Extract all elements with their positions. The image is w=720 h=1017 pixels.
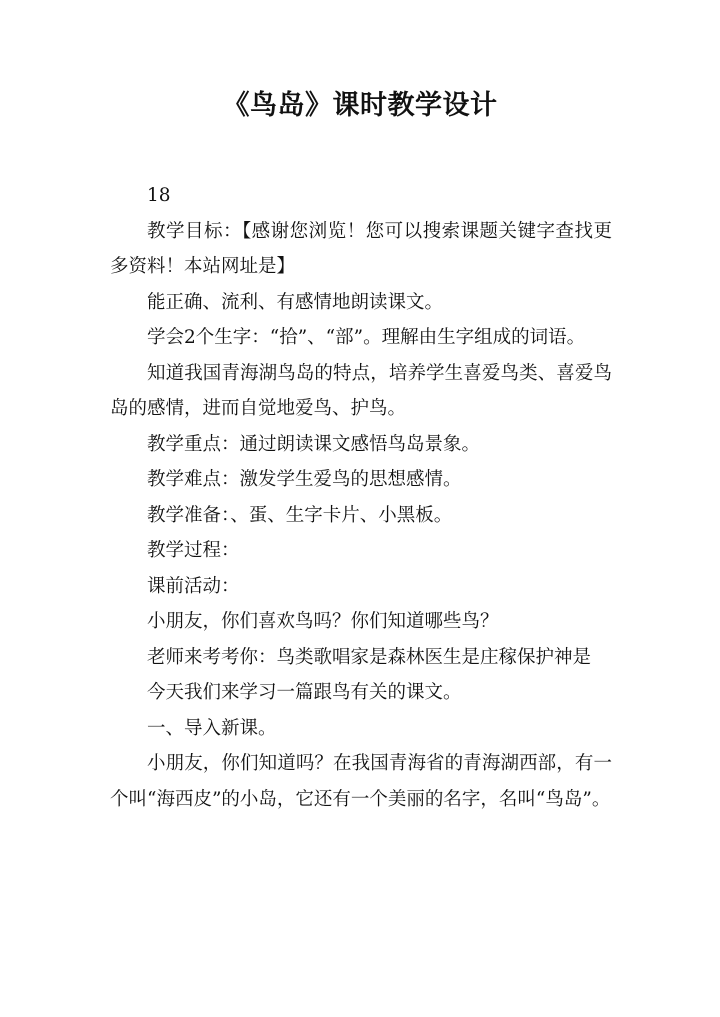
paragraph-teaching-goals: 教学目标：【感谢您浏览！您可以搜索课题关键字查找更多资料！本站网址是】: [110, 220, 612, 277]
paragraph-process-heading: 教学过程：: [147, 540, 240, 561]
paragraph-section-one: 一、导入新课。: [147, 717, 277, 739]
paragraph-teacher-quiz: 老师来考考你：鸟类歌唱家是森林医生是庄稼保护神是: [147, 646, 592, 668]
paragraph-preparation: 教学准备：、蛋、生字卡片、小黑板。: [147, 504, 453, 526]
paragraph-pre-class-heading: 课前活动：: [147, 575, 240, 597]
document-title: 《鸟岛》课时教学设计: [222, 90, 498, 121]
paragraph-lesson-number: 18: [147, 185, 171, 206]
paragraph-key-point: 教学重点：通过朗读课文感悟鸟岛景象。: [147, 433, 481, 455]
document-body: [110, 178, 612, 817]
paragraph-question-birds: 小朋友，你们喜欢鸟吗？你们知道哪些鸟？: [147, 611, 499, 632]
paragraph-introduction: 小朋友，你们知道吗？在我国青海省的青海湖西部，有一个叫“海西皮”的小岛，它还有一个美丽的名字，名叫“鸟岛”。: [110, 753, 612, 810]
paragraph-goal-characters: 学会2个生字：“拾”、“部”。理解由生字组成的词语。: [147, 327, 586, 348]
paragraph-goal-reading: 能正确、流利、有感情地朗读课文。: [147, 291, 444, 313]
paragraph-goal-knowledge: 知道我国青海湖鸟岛的特点，培养学生喜爱鸟类、喜爱鸟岛的感情，进而自觉地爱鸟、护鸟。: [110, 362, 612, 419]
paragraph-today-lesson: 今天我们来学习一篇跟鸟有关的课文。: [147, 682, 462, 703]
paragraph-difficulty: 教学难点：激发学生爱鸟的思想感情。: [147, 469, 462, 490]
